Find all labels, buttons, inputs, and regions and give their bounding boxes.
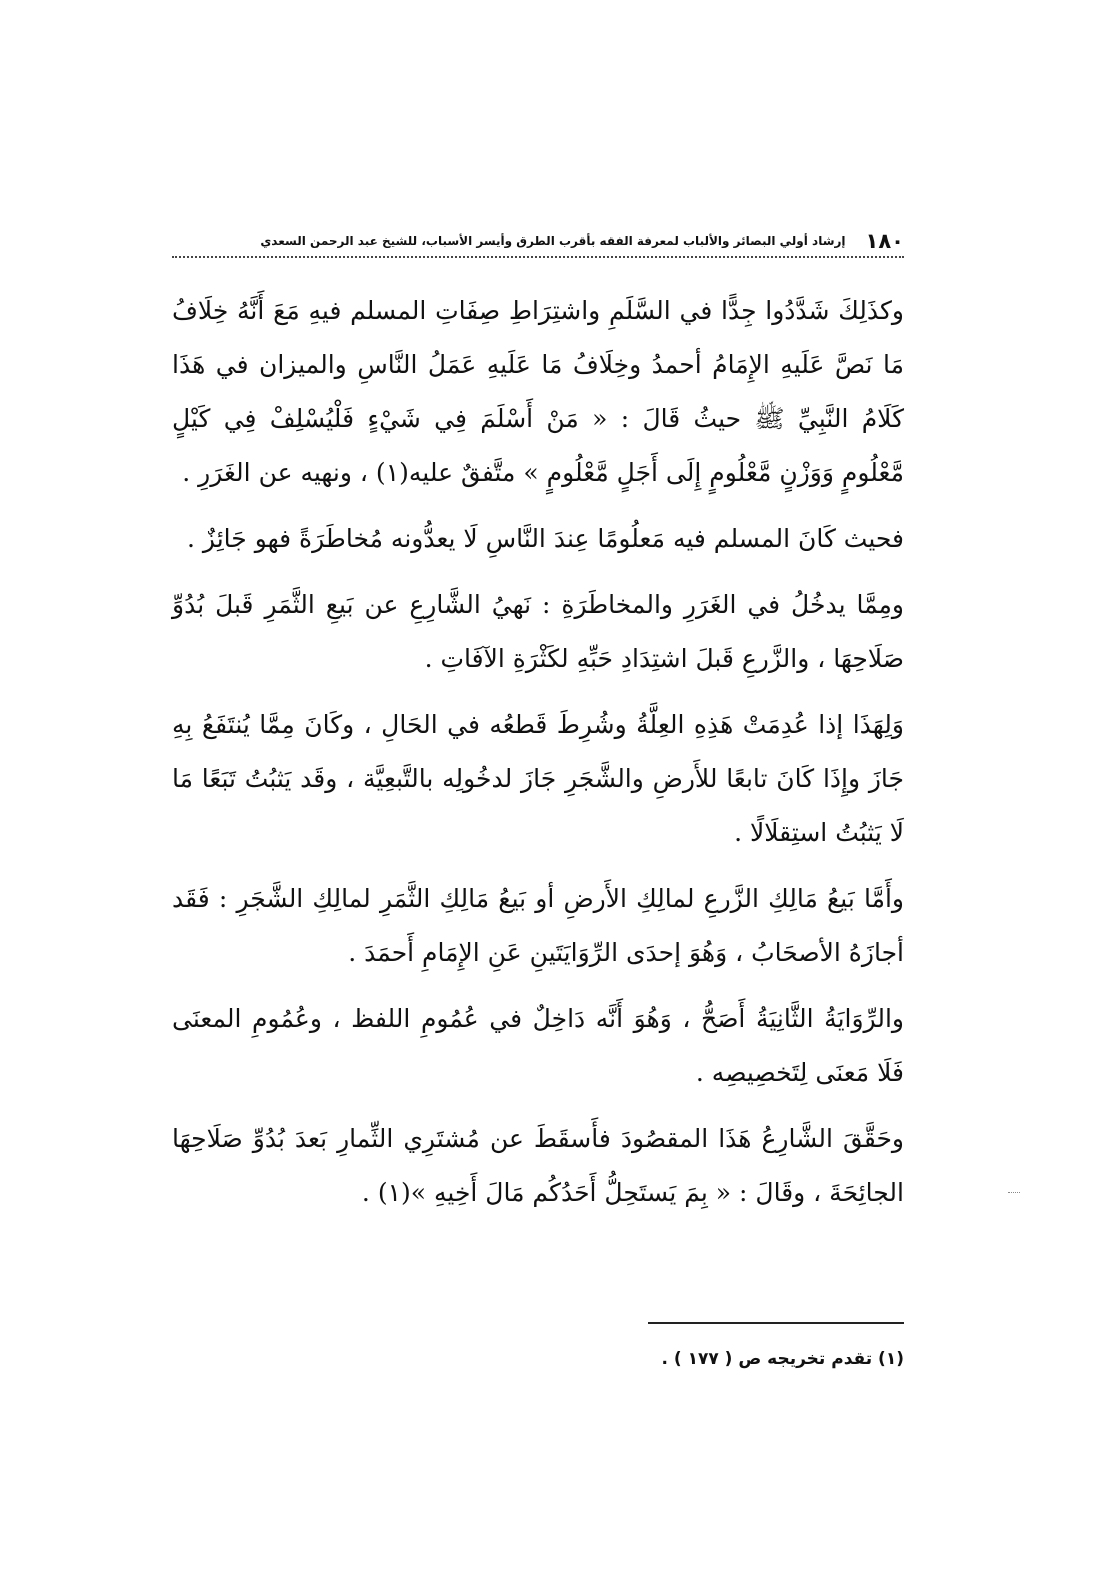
paragraph: ومِمَّا يدخُلُ في الغَرَرِ والمخاطَرَةِ : نَهيُ الشَّارِعِ عن بَيعِ الثَّمَرِ قَبلَ بُدُوِّ صَلَاحِهَا ، والزَّرعِ قَبلَ اشتِدَادِ حَبِّهِ لكَثْرَةِ الآفَاتِ . xyxy=(172,590,904,673)
paragraph: وأَمَّا بَيعُ مَالِكِ الزَّرعِ لمالِكِ الأَرضِ أو بَيعُ مَالِكِ الثَّمَرِ لمالِكِ الشَّجَرِ : فَقَد أجازَهُ الأصحَابُ ، وَهُوَ إحدَى الرِّوَايَتَينِ عَنِ الإِمَامِ أَحمَدَ . xyxy=(172,884,904,967)
running-head-title: إرشاد أولي البصائر والألباب لمعرفة الفقه بأقرب الطرق وأيسر الأسباب، للشيخ عبد الرحمن السعدي xyxy=(260,234,846,248)
footnote: (١) تقدم تخريجه ص ( ١٧٧ ) . xyxy=(661,1349,904,1369)
margin-mark xyxy=(1008,1192,1020,1193)
paragraph: وَلِهَذَا إذا عُدِمَتْ هَذِهِ العِلَّةُ وشُرِطَ قَطعُه في الحَالِ ، وكَانَ مِمَّا يُنتَفَعُ بِهِ جَازَ وإِذَا كَانَ تابعًا للأَرضِ والشَّجَرِ جَازَ لدخُولِه بالتَّبعِيَّة ، وقَد يَثبُتُ تَبَعًا مَا لَا يَثبُتُ استِقلَالًا . xyxy=(172,710,904,847)
running-head xyxy=(172,228,904,254)
paragraph: وكذَلِكَ شَدَّدُوا جِدًّا في السَّلَمِ واشتِرَاطِ صِفَاتِ المسلم فيهِ مَعَ أَنَّهُ خِلَافُ مَا نَصَّ عَلَيهِ الإِمَامُ أحمدُ وخِلَافُ مَا عَلَيهِ عَمَلُ النَّاسِ والميزان في هَذَا كَلَامُ النَّبِيِّ ﷺ حيثُ قَالَ : « مَنْ أَسْلَمَ فِي شَيْءٍ فَلْيُسْلِفْ فِي كَيْلٍ مَّعْلُومٍ وَوَزْنٍ مَّعْلُومٍ إِلَى أَجَلٍ مَّعْلُومٍ » متَّفقٌ عليه(١) ، ونهيه عن الغَرَرِ . xyxy=(172,296,904,487)
paragraph: والرِّوَايَةُ الثَّانِيَةُ أَصَحُّ ، وَهُوَ أَنَّه دَاخِلٌ في عُمُومِ اللفظ ، وعُمُومِ المعنَى فَلَا مَعنَى لِتَخصِيصِه . xyxy=(172,1004,904,1087)
main-text xyxy=(172,284,904,1232)
footnote-divider xyxy=(648,1322,904,1324)
paragraph: فحيث كَانَ المسلم فيه مَعلُومًا عِندَ النَّاسِ لَا يعدُّونه مُخاطَرَةً فهو جَائِزٌ . xyxy=(187,524,904,553)
page-number: ١٨٠ xyxy=(865,229,904,253)
paragraph: وحَقَّقَ الشَّارِعُ هَذَا المقصُودَ فأَسقَطَ عن مُشتَرِي الثِّمارِ بَعدَ بُدُوِّ صَلَاحِهَا الجائِحَةَ ، وقَالَ : « بِمَ يَستَحِلُّ أَحَدُكُم مَالَ أَخِيهِ »(١) . xyxy=(172,1124,905,1207)
header-divider xyxy=(172,256,904,258)
